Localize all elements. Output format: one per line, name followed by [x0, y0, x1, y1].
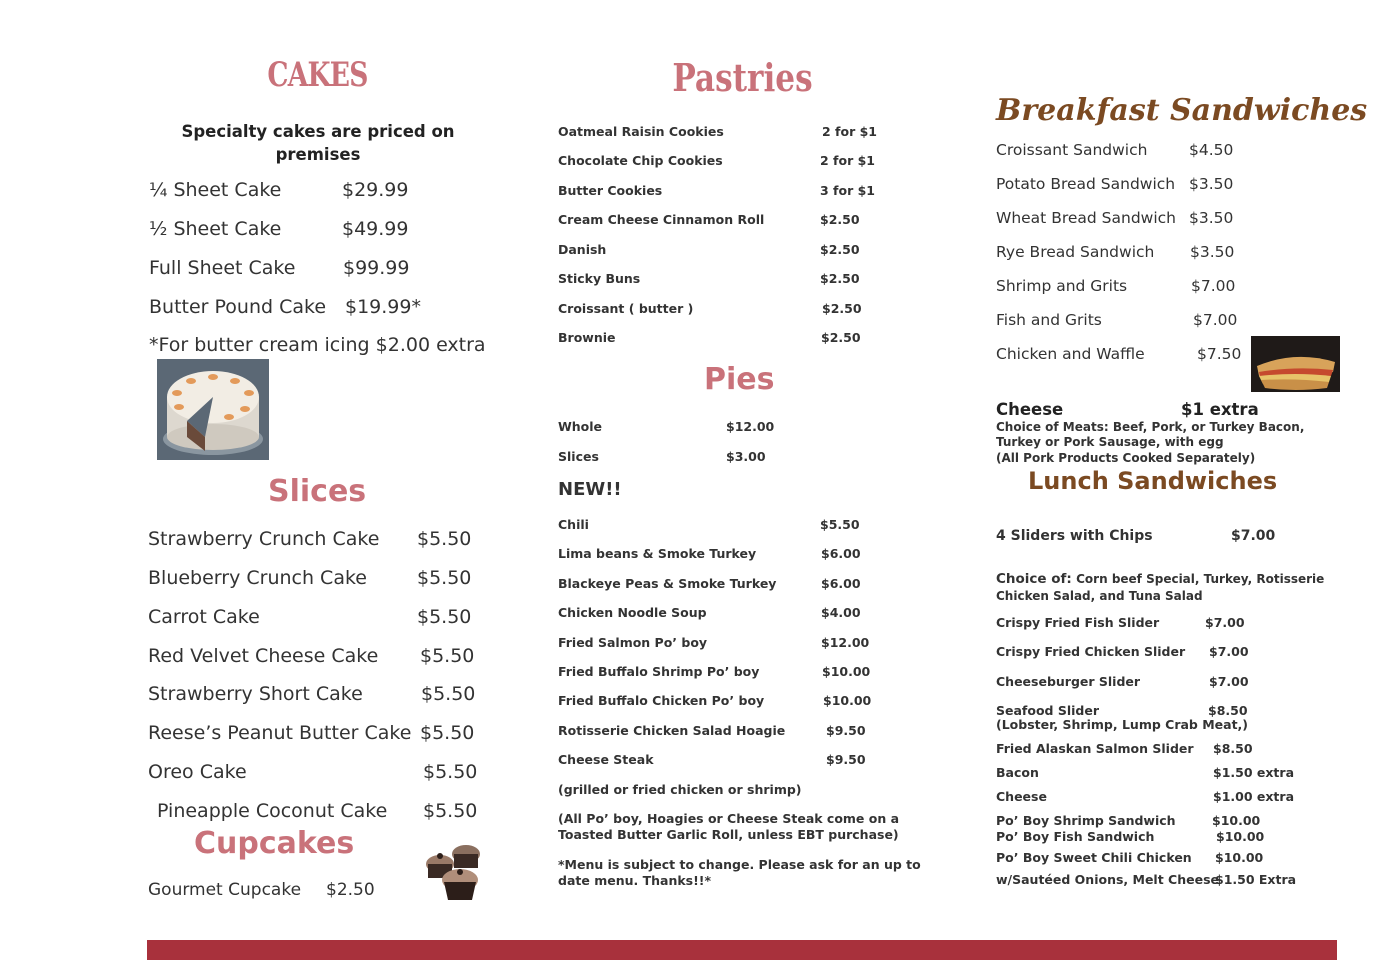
- item-name: Potato Bread Sandwich: [996, 175, 1176, 193]
- item-price: $10.00: [1215, 850, 1264, 865]
- menu-item-pastry: [558, 242, 860, 257]
- menu-item-lunch: [996, 789, 1295, 804]
- menu-item-new: [558, 546, 861, 561]
- item-name: Chocolate Chip Cookies: [558, 153, 723, 168]
- menu-item-lunch: [996, 850, 1264, 865]
- item-price: $19.99*: [345, 296, 421, 318]
- item-name: Cream Cheese Cinnamon Roll: [558, 212, 765, 227]
- grilled-note: (grilled or fried chicken or shrimp): [558, 782, 802, 797]
- item-name: Seafood Slider: [996, 703, 1099, 718]
- cupcakes-title: Cupcakes: [194, 826, 355, 861]
- item-price: $5.50: [820, 517, 860, 532]
- choice-text-line-2: Chicken Salad, and Tuna Salad: [996, 589, 1203, 603]
- item-price: $2.50: [326, 880, 375, 900]
- menu-item-new: [558, 605, 861, 620]
- item-name: Butter Pound Cake: [149, 296, 327, 318]
- item-price: $10.00: [1216, 829, 1265, 844]
- item-price: $7.00: [1205, 615, 1245, 630]
- menu-item-breakfast: [996, 243, 1235, 261]
- choice-text-line-1: Corn beef Special, Turkey, Rotisserie: [1076, 572, 1325, 586]
- item-price: $1.00 extra: [1213, 789, 1295, 804]
- item-price: $10.00: [1212, 813, 1261, 828]
- item-name: Fried Alaskan Salmon Slider: [996, 741, 1194, 756]
- meats-note-line-3: (All Pork Products Cooked Separately): [996, 451, 1256, 465]
- menu-item-breakfast: [996, 175, 1234, 193]
- menu-item-lunch: [996, 765, 1295, 780]
- poboy-note-line-2: Toasted Butter Garlic Roll, unless EBT purchase): [558, 827, 899, 842]
- item-name: Crispy Fried Chicken Slider: [996, 644, 1186, 659]
- menu-item-new: [558, 635, 870, 650]
- menu-item-slice: [148, 645, 475, 667]
- cheese-extra-row: [996, 400, 1259, 419]
- icing-note: *For butter cream icing $2.00 extra: [149, 334, 486, 356]
- item-name: Fried Buffalo Chicken Po’ boy: [558, 693, 765, 708]
- menu-item-lunch: [996, 813, 1261, 828]
- item-name: Gourmet Cupcake: [148, 880, 302, 900]
- item-name: ¼ Sheet Cake: [149, 179, 282, 201]
- item-price: $10.00: [822, 664, 871, 679]
- pies-title: Pies: [704, 362, 775, 397]
- sliders-price: $7.00: [1231, 528, 1276, 544]
- menu-item-lunch: [996, 829, 1265, 844]
- menu-item-new: [558, 576, 861, 591]
- menu-item-pound-cake: [149, 296, 421, 318]
- item-name: Lima beans & Smoke Turkey: [558, 546, 757, 561]
- new-title: NEW!!: [558, 479, 622, 500]
- cheese-price: $1 extra: [1181, 400, 1259, 419]
- menu-item-slice: [148, 683, 476, 705]
- meats-note-line-1: Choice of Meats: Beef, Pork, or Turkey Bacon,: [996, 420, 1305, 434]
- slices-title: Slices: [268, 474, 367, 509]
- menu-item-cupcake: [148, 880, 375, 900]
- item-name: Bacon: [996, 765, 1039, 780]
- item-price: $2.50: [820, 242, 860, 257]
- item-name: Crispy Fried Fish Slider: [996, 615, 1160, 630]
- item-price: $8.50: [1208, 703, 1248, 718]
- menu-item-pie: [558, 419, 775, 434]
- pastries-title: Pastries: [672, 55, 813, 100]
- item-name: Butter Cookies: [558, 183, 663, 198]
- item-price: $3.50: [1189, 209, 1234, 227]
- item-name: Blueberry Crunch Cake: [148, 567, 367, 589]
- menu-item-slice: [148, 606, 472, 628]
- item-name: Shrimp and Grits: [996, 277, 1128, 295]
- specialty-cakes-note: Specialty cakes are priced on premises: [181, 122, 455, 164]
- item-name: Cheese Steak: [558, 752, 654, 767]
- lunch-title: Lunch Sandwiches: [1028, 467, 1278, 495]
- menu-item-slice: [157, 800, 478, 822]
- item-name: Fried Salmon Po’ boy: [558, 635, 708, 650]
- item-name: Strawberry Crunch Cake: [148, 528, 380, 550]
- item-price: $8.50: [1213, 741, 1253, 756]
- menu-item-new: [558, 723, 866, 738]
- item-price: $1.50 Extra: [1215, 872, 1297, 887]
- item-price: $49.99: [342, 218, 409, 240]
- item-name: Po’ Boy Sweet Chili Chicken: [996, 850, 1192, 865]
- item-name: Blackeye Peas & Smoke Turkey: [558, 576, 777, 591]
- item-price: $2.50: [821, 330, 861, 345]
- menu-item-quarter-sheet: [149, 179, 409, 201]
- item-name: Po’ Boy Fish Sandwich: [996, 829, 1155, 844]
- menu-item-half-sheet: [149, 218, 409, 240]
- item-name: Po’ Boy Shrimp Sandwich: [996, 813, 1176, 828]
- item-name: Cheeseburger Slider: [996, 674, 1141, 689]
- menu-change-note-line-1: *Menu is subject to change. Please ask for an up to: [558, 857, 921, 872]
- item-name: ½ Sheet Cake: [149, 218, 282, 240]
- item-price: $1.50 extra: [1213, 765, 1295, 780]
- item-price: $29.99: [342, 179, 409, 201]
- item-price: $10.00: [823, 693, 872, 708]
- menu-item-new: [558, 517, 860, 532]
- menu-item-pastry: [558, 153, 875, 168]
- item-name: Oreo Cake: [148, 761, 247, 783]
- item-name: w/Sautéed Onions, Melt Cheese: [996, 872, 1219, 887]
- item-price: $7.00: [1193, 311, 1238, 329]
- cakes-title: CAKES: [267, 55, 368, 95]
- item-price: $12.00: [726, 419, 775, 434]
- menu-item-lunch: [996, 741, 1253, 756]
- item-name: Sticky Buns: [558, 271, 641, 286]
- menu-item-pastry: [558, 301, 862, 316]
- menu-item-slice: [148, 761, 478, 783]
- menu-item-pastry: [558, 330, 861, 345]
- meats-note-line-2: Turkey or Pork Sausage, with egg: [996, 435, 1224, 449]
- item-price: 3 for $1: [820, 183, 875, 198]
- item-name: Oatmeal Raisin Cookies: [558, 124, 724, 139]
- menu-item-breakfast: [996, 209, 1234, 227]
- item-name: Rye Bread Sandwich: [996, 243, 1155, 261]
- item-price: $5.50: [420, 645, 475, 667]
- item-price: $4.50: [1189, 141, 1234, 159]
- item-name: Danish: [558, 242, 607, 257]
- menu-item-slice: [148, 567, 472, 589]
- sliders-label: 4 Sliders with Chips: [996, 528, 1153, 544]
- menu-item-new: [558, 693, 872, 708]
- cheese-label: Cheese: [996, 400, 1064, 419]
- item-price: $7.00: [1209, 644, 1249, 659]
- item-price: $12.00: [821, 635, 870, 650]
- item-price: $7.00: [1191, 277, 1236, 295]
- cupcake-photo: [414, 840, 494, 906]
- item-price: $99.99: [343, 257, 410, 279]
- item-price: $5.50: [417, 567, 472, 589]
- menu-item-full-sheet: [149, 257, 410, 279]
- item-price: $7.00: [1209, 674, 1249, 689]
- item-price: $9.50: [826, 723, 866, 738]
- item-name: Reese’s Peanut Butter Cake: [148, 722, 412, 744]
- poboy-note-line-1: (All Po’ boy, Hoagies or Cheese Steak come on a: [558, 811, 900, 826]
- menu-item-lunch: [996, 615, 1245, 630]
- item-name: Croissant ( butter ): [558, 301, 694, 316]
- item-name: Brownie: [558, 330, 616, 345]
- item-name: Red Velvet Cheese Cake: [148, 645, 379, 667]
- item-price: $2.50: [820, 271, 860, 286]
- item-price: $6.00: [821, 576, 861, 591]
- menu-item-slice: [148, 722, 475, 744]
- menu-item-lunch: [996, 703, 1248, 718]
- cake-photo: [157, 359, 269, 460]
- item-price: $5.50: [421, 683, 476, 705]
- menu-item-pastry: [558, 212, 860, 227]
- item-name: Croissant Sandwich: [996, 141, 1148, 159]
- item-price: $6.00: [821, 546, 861, 561]
- item-price: 2 for $1: [820, 153, 875, 168]
- menu-item-lunch: [996, 644, 1249, 659]
- item-price: $7.50: [1197, 345, 1242, 363]
- bottom-bar-divider: [147, 940, 1337, 960]
- item-price: $4.00: [821, 605, 861, 620]
- item-price: $5.50: [423, 800, 478, 822]
- item-name: Chicken and Waffle: [996, 345, 1145, 363]
- item-price: $5.50: [420, 722, 475, 744]
- choice-row-1: [996, 571, 1324, 587]
- item-price: $2.50: [820, 212, 860, 227]
- menu-item-pastry: [558, 124, 877, 139]
- item-price: $5.50: [417, 606, 472, 628]
- menu-item-lunch: [996, 872, 1297, 887]
- item-name: Fried Buffalo Shrimp Po’ boy: [558, 664, 760, 679]
- item-name: Cheese: [996, 789, 1047, 804]
- menu-item-pastry: [558, 271, 860, 286]
- item-name: Chili: [558, 517, 589, 532]
- menu-item-pastry: [558, 183, 875, 198]
- item-price: $3.00: [726, 449, 766, 464]
- item-name: Pineapple Coconut Cake: [157, 800, 388, 822]
- menu-item-slice: [148, 528, 472, 550]
- sliders-row: [996, 528, 1276, 544]
- menu-item-breakfast: [996, 277, 1236, 295]
- item-name: Slices: [558, 449, 599, 464]
- sandwich-photo: [1251, 336, 1340, 392]
- item-price: $9.50: [826, 752, 866, 767]
- choice-label: Choice of:: [996, 571, 1072, 587]
- item-price: $2.50: [822, 301, 862, 316]
- breakfast-title: Breakfast Sandwiches: [996, 93, 1368, 128]
- menu-item-lunch: [996, 674, 1249, 689]
- item-name: Whole: [558, 419, 603, 434]
- item-price: $5.50: [417, 528, 472, 550]
- menu-item-breakfast: [996, 141, 1234, 159]
- item-name: Chicken Noodle Soup: [558, 605, 707, 620]
- menu-change-note-line-2: date menu. Thanks!!*: [558, 873, 712, 888]
- menu-item-new: [558, 752, 866, 767]
- item-price: $5.50: [423, 761, 478, 783]
- menu-item-pie: [558, 449, 766, 464]
- item-price: 2 for $1: [822, 124, 877, 139]
- item-name: Strawberry Short Cake: [148, 683, 363, 705]
- seafood-note: (Lobster, Shrimp, Lump Crab Meat,): [996, 717, 1249, 732]
- menu-item-new: [558, 664, 871, 679]
- item-name: Rotisserie Chicken Salad Hoagie: [558, 723, 786, 738]
- menu-item-breakfast: [996, 345, 1242, 363]
- item-price: $3.50: [1189, 175, 1234, 193]
- item-name: Carrot Cake: [148, 606, 260, 628]
- item-price: $3.50: [1190, 243, 1235, 261]
- item-name: Wheat Bread Sandwich: [996, 209, 1176, 227]
- item-name: Fish and Grits: [996, 311, 1102, 329]
- item-name: Full Sheet Cake: [149, 257, 296, 279]
- menu-item-breakfast: [996, 311, 1238, 329]
